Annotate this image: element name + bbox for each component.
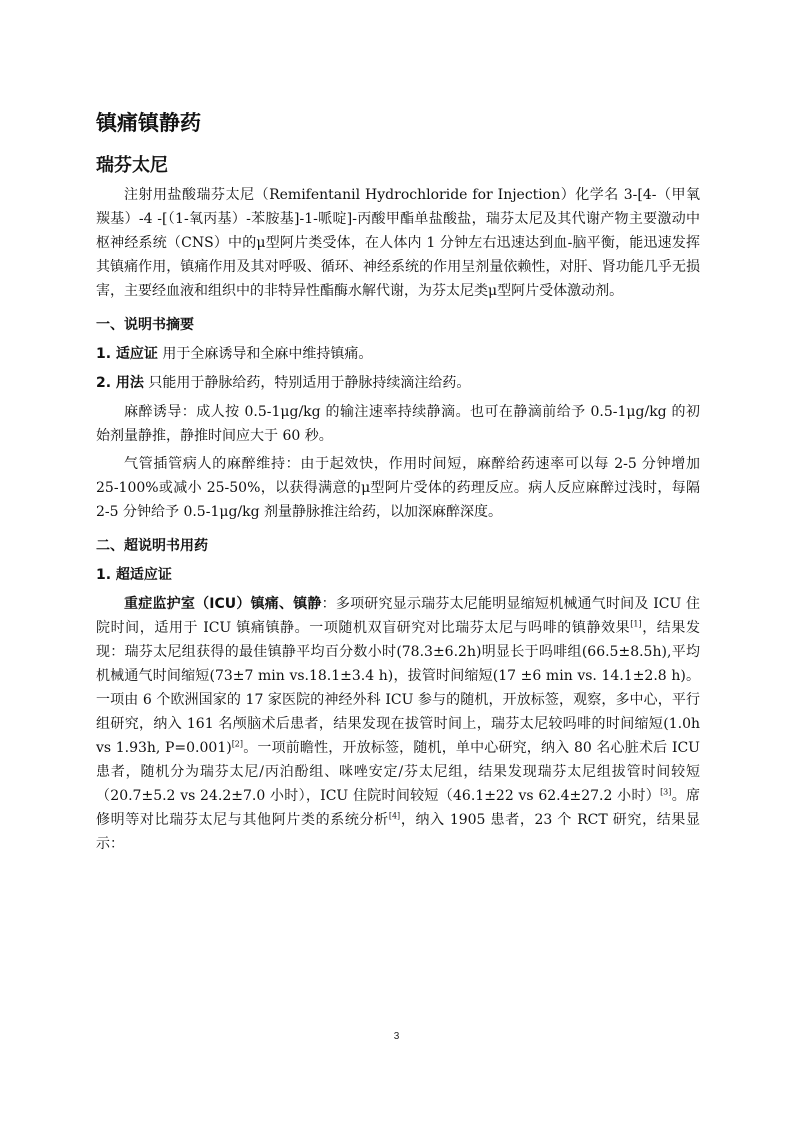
icu-text-5: ，纳入 1905 患者，23 个 RCT 研究，结果显示： xyxy=(96,812,700,852)
page-content xyxy=(96,108,700,856)
icu-text-2: ，结果发现：瑞芬太尼组获得的最佳镇静平均百分数小时(78.3±6.2h)明显长于吗啡组(66.5±8.5h),平均机械通气时间缩短(73±7 min vs.18.1±3.4 h)，拔管时间缩短(17 ±6 min vs. 14.1±2.8 h)。一项由 6 个欧洲国家的 17 家医院的神经外科 ICU 参与的随机，开放标签，观察，多中心，平行组研究，纳入 161 名颅脑术后患者，结果发现在拔管时间上，瑞芬太尼较吗啡的时间缩短(1.0h vs 1.93h, P=0.001) xyxy=(96,620,700,756)
icu-lead-label: 重症监护室（ICU）镇痛、镇静 xyxy=(124,596,322,612)
usage-item xyxy=(96,371,700,395)
indication-text: 用于全麻诱导和全麻中维持镇痛。 xyxy=(157,346,373,362)
offlabel-indication-item xyxy=(96,563,700,587)
section-heading-offlabel: 二、超说明书用药 xyxy=(96,538,208,554)
reference-3: [3] xyxy=(660,787,672,797)
icu-text-1: ：多项研究显示瑞芬太尼能明显缩短机械通气时间及 ICU 住院时间，适用于 ICU 镇痛镇静。一项随机双盲研究对比瑞芬太尼与吗啡的镇静效果 xyxy=(96,596,700,636)
maintenance-paragraph: 气管插管病人的麻醉维持：由于起效快，作用时间短，麻醉给药速率可以每 2-5 分钟增加 25-100%或减小 25-50%，以获得满意的μ型阿片受体的药理反应。病人反应麻醉过浅时，每隔 2-5 分钟给予 0.5-1μg/kg 剂量静脉推注给药，以加深麻醉深度。 xyxy=(96,456,700,520)
drug-heading: 瑞芬太尼 xyxy=(96,155,168,176)
intro-paragraph: 注射用盐酸瑞芬太尼（Remifentanil Hydrochloride for Injection）化学名 3-[4-（甲氧羰基）-4 -[（1-氧丙基）-苯胺基]-1-哌啶]-丙酸甲酯单盐酸盐，瑞芬太尼及其代谢产物主要激动中枢神经系统（CNS）中的μ型阿片类受体，在人体内 1 分钟左右迅速达到血-脑平衡，能迅速发挥其镇痛作用，镇痛作用及其对呼吸、循环、神经系统的作用呈剂量依赖性，对肝、肾功能几乎无损害，主要经血液和组织中的非特异性酯酶水解代谢，为芬太尼类μ型阿片受体激动剂。 xyxy=(96,187,700,299)
icu-text-4: 。席修明等对比瑞芬太尼与其他阿片类的系统分析 xyxy=(96,788,701,828)
indication-item xyxy=(96,342,700,366)
page-number: 3 xyxy=(393,1031,400,1042)
reference-1: [1] xyxy=(630,619,642,629)
induction-paragraph: 麻醉诱导：成人按 0.5-1μg/kg 的输注速率持续静滴。也可在静滴前给予 0.5-1μg/kg 的初始剂量静推，静推时间应大于 60 秒。 xyxy=(96,404,700,444)
page-title: 镇痛镇静药 xyxy=(96,111,201,135)
reference-4: [4] xyxy=(388,811,401,821)
icu-text-3: 。一项前瞻性，开放标签，随机，单中心研究，纳入 80 名心脏术后 ICU 患者，随机分为瑞芬太尼/丙泊酚组、咪唑安定/芬太尼组，结果发现瑞芬太尼组拔管时间较短（20.7±5.2 vs 24.2±7.0 小时），ICU 住院时间较短（46.1±22 vs 62.4±27.2 小时） xyxy=(96,740,700,804)
section-heading-summary: 一、说明书摘要 xyxy=(96,317,194,333)
offlabel-indication-label: 1. 超适应证 xyxy=(96,567,172,583)
indication-label: 1. 适应证 xyxy=(96,346,158,362)
usage-text: 只能用于静脉给药，特别适用于静脉持续滴注给药。 xyxy=(143,375,471,391)
icu-paragraph xyxy=(96,592,700,856)
usage-label: 2. 用法 xyxy=(96,375,144,391)
reference-2: [2] xyxy=(231,739,244,749)
